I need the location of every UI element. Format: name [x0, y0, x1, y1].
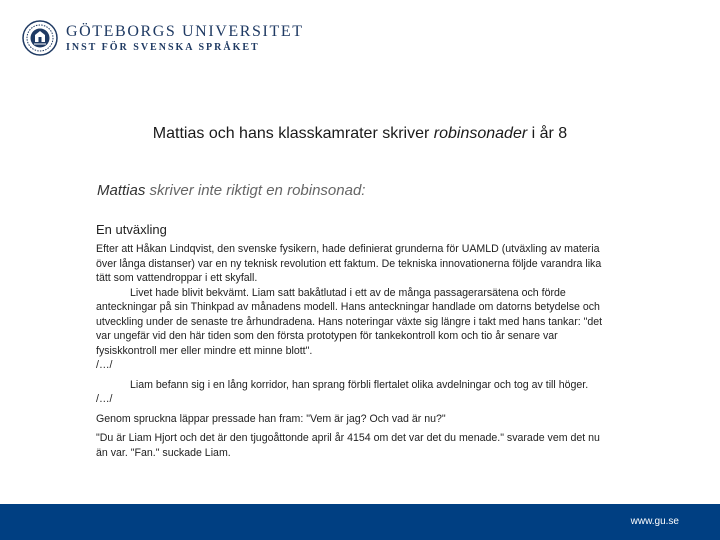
subtitle-rest: skriver inte riktigt en robinsonad: [145, 182, 366, 199]
essay-paragraph: Livet hade blivit bekvämt. Liam satt bakåtlutad i ett av de många passagerarsätena och förde anteckningar på sin Thinkpad av månadens modell. Hans anteckningar handlade om datorns betydelse och utveckling under de senaste tre århundradena. Hans noteringar växte sig längre i takt med hans tankar: "det var ungefär vid den här tiden som den första prototypen för tankekontroll kom och tio år senare var fysiskkontroll mer eller mindre ett minne blott". [96, 286, 603, 357]
slide-title [0, 125, 720, 143]
university-name: GÖTEBORGS UNIVERSITET [66, 22, 304, 40]
ellipsis-marker: /…/ [96, 359, 113, 371]
essay-heading: En utväxling [96, 222, 167, 237]
title-prefix: Mattias och hans klasskamrater skriver [152, 125, 434, 142]
ellipsis-marker: /…/ [96, 393, 113, 405]
essay-paragraph: Efter att Håkan Lindqvist, den svenske fysikern, hade definierat grunderna för UAMLD (utväxling av materia över långa distanser) var en ny teknisk revolution ett faktum. De tekniska innovationerna följde varandra lika tätt som vattendroppar i ett skyfall. [96, 243, 602, 284]
footer-url: www.gu.se [630, 516, 679, 527]
essay-paragraph: Genom spruckna läppar pressade han fram: "Vem är jag? Och vad är nu?" [96, 412, 446, 425]
title-suffix: i år 8 [527, 125, 568, 142]
footer-bar [0, 504, 720, 540]
essay-paragraph: Liam befann sig i en lång korridor, han sprang förbli flertalet olika avdelningar och tog av till höger. [130, 378, 589, 391]
title-italic-word: robinsonader [433, 125, 528, 142]
subtitle-name: Mattias [97, 182, 146, 199]
slide-subtitle [97, 182, 365, 199]
essay-paragraph: "Du är Liam Hjort och det är den tjugoåttonde april år 4154 om det var det du menade." svarade vem det nu än var. "Fan." suckade Liam. [96, 432, 600, 459]
university-seal-icon [22, 20, 58, 56]
university-header [22, 14, 304, 62]
essay-excerpt [96, 222, 611, 460]
institute-name: INST FÖR SVENSKA SPRÅKET [66, 41, 260, 53]
